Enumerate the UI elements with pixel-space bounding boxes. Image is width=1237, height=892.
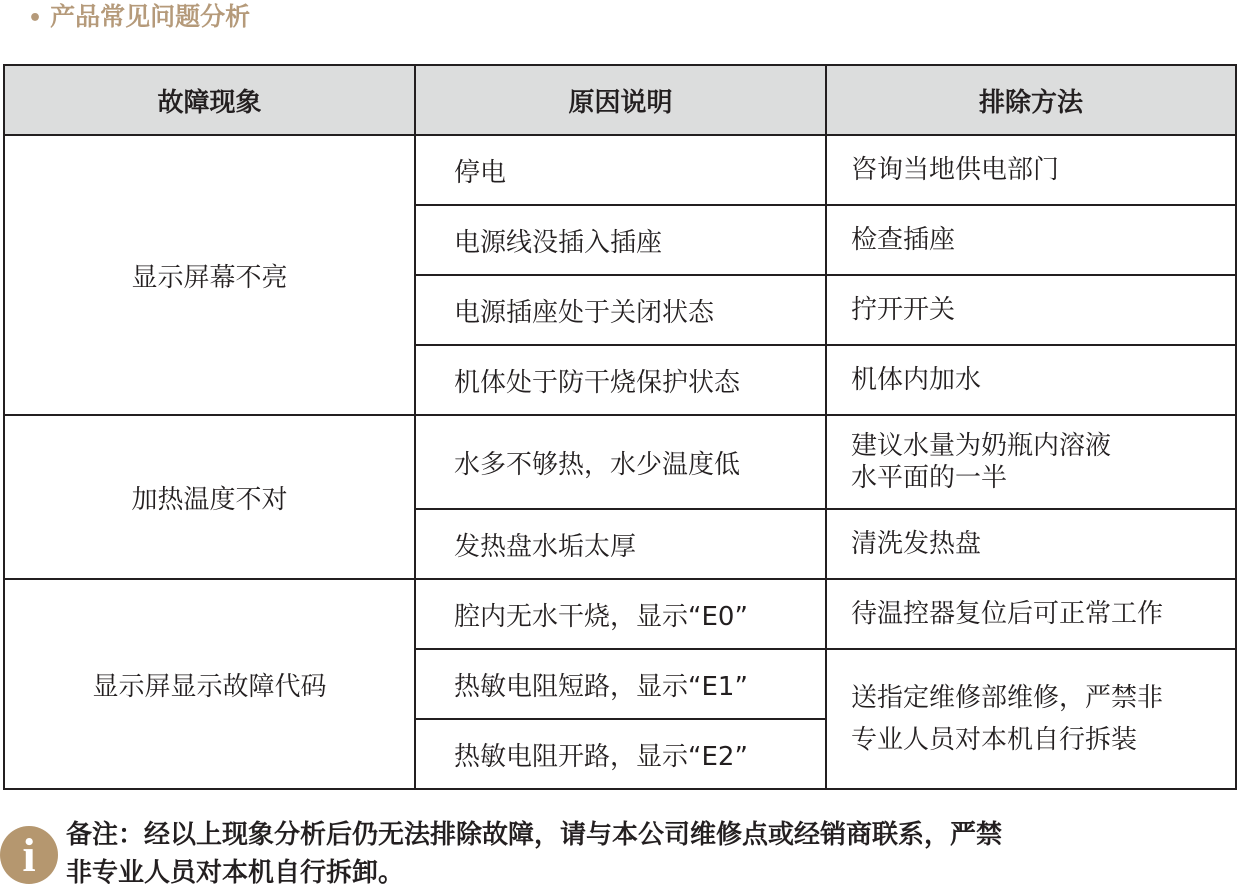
cause-cell: 电源插座处于关闭状态 (415, 275, 826, 345)
symptom-cell: 加热温度不对 (4, 415, 415, 579)
fix-line: 专业人员对本机自行拆装 (851, 725, 1138, 755)
fix-cell: 机体内加水 (826, 345, 1236, 415)
table-row (4, 579, 1236, 649)
cause-cell: 停电 (415, 135, 826, 205)
cause-cell: 电源线没插入插座 (415, 205, 826, 275)
cause-cell: 腔内无水干烧，显示“E0” (415, 579, 826, 649)
cause-cell: 水多不够热，水少温度低 (415, 415, 826, 509)
section-title (28, 0, 250, 34)
fix-cell (826, 415, 1236, 509)
fix-cell: 咨询当地供电部门 (826, 135, 1236, 205)
table-row (4, 415, 1236, 509)
fix-cell: 拧开开关 (826, 275, 1236, 345)
table-header-row (4, 65, 1236, 135)
symptom-cell: 显示屏显示故障代码 (4, 579, 415, 789)
fix-line: 水平面的一半 (851, 463, 1008, 493)
cause-cell: 热敏电阻开路，显示“E2” (415, 719, 826, 789)
remark-note (0, 812, 1237, 888)
section-title-text: 产品常见问题分析 (50, 2, 251, 31)
fix-cell (826, 649, 1236, 789)
remark-text (66, 816, 1206, 892)
bullet-dot-icon: • (28, 6, 43, 31)
fix-cell: 清洗发热盘 (826, 509, 1236, 579)
fix-cell: 检查插座 (826, 205, 1236, 275)
remark-line: 备注：经以上现象分析后仍无法排除故障，请与本公司维修点或经销商联系，严禁 (66, 820, 1003, 850)
fix-cell: 待温控器复位后可正常工作 (826, 579, 1236, 649)
header-fix: 排除方法 (826, 65, 1236, 135)
fix-line: 建议水量为奶瓶内溶液 (851, 431, 1112, 461)
remark-line: 非专业人员对本机自行拆卸。 (66, 858, 405, 888)
header-cause: 原因说明 (415, 65, 826, 135)
symptom-cell: 显示屏幕不亮 (4, 135, 415, 415)
cause-cell: 发热盘水垢太厚 (415, 509, 826, 579)
table-row (4, 135, 1236, 205)
info-icon: i (0, 826, 58, 884)
fix-line: 送指定维修部维修，严禁非 (851, 683, 1164, 713)
header-symptom: 故障现象 (4, 65, 415, 135)
troubleshooting-table (3, 64, 1237, 790)
cause-cell: 机体处于防干烧保护状态 (415, 345, 826, 415)
cause-cell: 热敏电阻短路，显示“E1” (415, 649, 826, 719)
